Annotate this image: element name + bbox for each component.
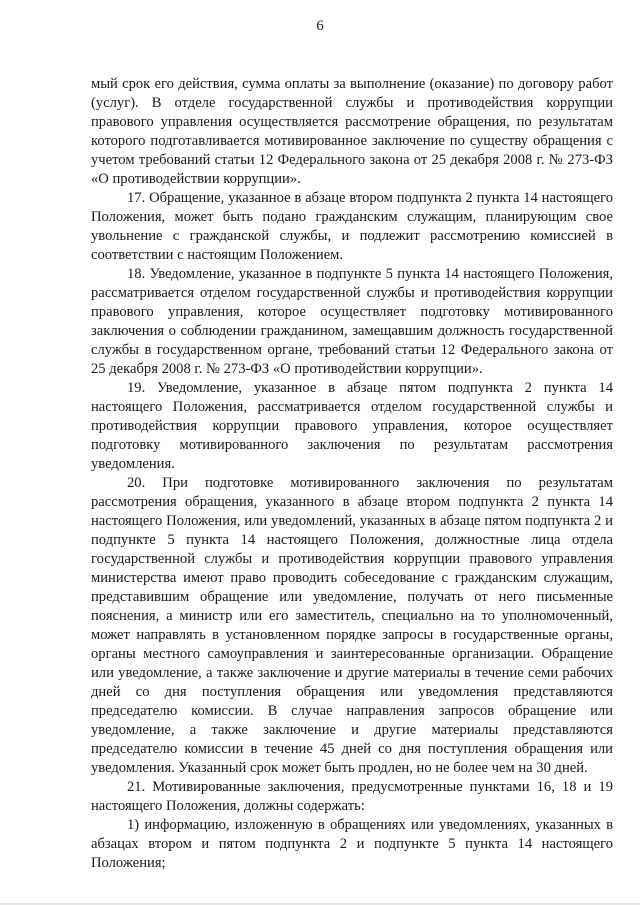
paragraph-21: 21. Мотивированные заключения, предусмотренные пунктами 16, 18 и 19 настоящего Положения, должны содержать: — [91, 779, 613, 814]
paragraph-18: 18. Уведомление, указанное в подпункте 5 пункта 14 настоящего Положения, рассматривается отделом государственной службы и противодействия коррупции правового управления, которое осуществляет подготовку мотивированного заключения о соблюдении гражданином, замещавшим должность государственной службы в государственном органе, требований статьи 12 Федерального закона от 25 декабря 2008 г. № 273-ФЗ «О противодействии коррупции». — [91, 266, 613, 377]
paragraph-20: 20. При подготовке мотивированного заключения по результатам рассмотрения обращения, указанного в абзаце втором подпункта 2 пункта 14 настоящего Положения, или уведомлений, указанных в абзаце пятом подпункта 2 и подпункте 5 пункта 14 настоящего Положения, должностные лица отдела государственной службы и противодействия коррупции правового управления министерства имеют право проводить собеседование с гражданским служащим, представившим обращение или уведомление, получать от него письменные пояснения, а министр или его заместитель, специально на то уполномоченный, может направлять в установленном порядке запросы в государственные органы, органы местного самоуправления и заинтересованные организации. Обращение или уведомление, а также заключение и другие материалы в течение семи рабочих дней со дня поступления обращения или уведомления представляются председателю комиссии. В случае направления запросов обращение или уведомление, а также заключение и другие материалы представляются председателю комиссии в течение 45 дней со дня поступления обращения или уведомления. Указанный срок может быть продлен, но не более чем на 30 дней. — [91, 475, 613, 776]
document-body — [91, 75, 613, 873]
paragraph-19: 19. Уведомление, указанное в абзаце пятом подпункта 2 пункта 14 настоящего Положения, рассматривается отделом государственной службы и противодействия коррупции правового управления, которое осуществляет подготовку мотивированного заключения по результатам рассмотрения уведомления. — [91, 380, 613, 472]
paragraph-17: 17. Обращение, указанное в абзаце втором подпункта 2 пункта 14 настоящего Положения, может быть подано гражданским служащим, планирующим свое увольнение с гражданской службы, и подлежит рассмотрению комиссией в соответствии с настоящим Положением. — [91, 190, 613, 263]
paragraph-21-item-1: 1) информацию, изложенную в обращениях или уведомлениях, указанных в абзацах втором и пятом подпункта 2 и подпункте 5 пункта 14 настоящего Положения; — [91, 817, 613, 871]
page-number: 6 — [316, 18, 324, 34]
paragraph-continuation: мый срок его действия, сумма оплаты за выполнение (оказание) по договору работ (услуг). В отделе государственной службы и противодействия коррупции правового управления осуществляется рассмотрение обращения, по результатам которого подготавливается мотивированное заключение по существу обращения с учетом требований статьи 12 Федерального закона от 25 декабря 2008 г. № 273-ФЗ «О противодействии коррупции». — [91, 76, 613, 187]
